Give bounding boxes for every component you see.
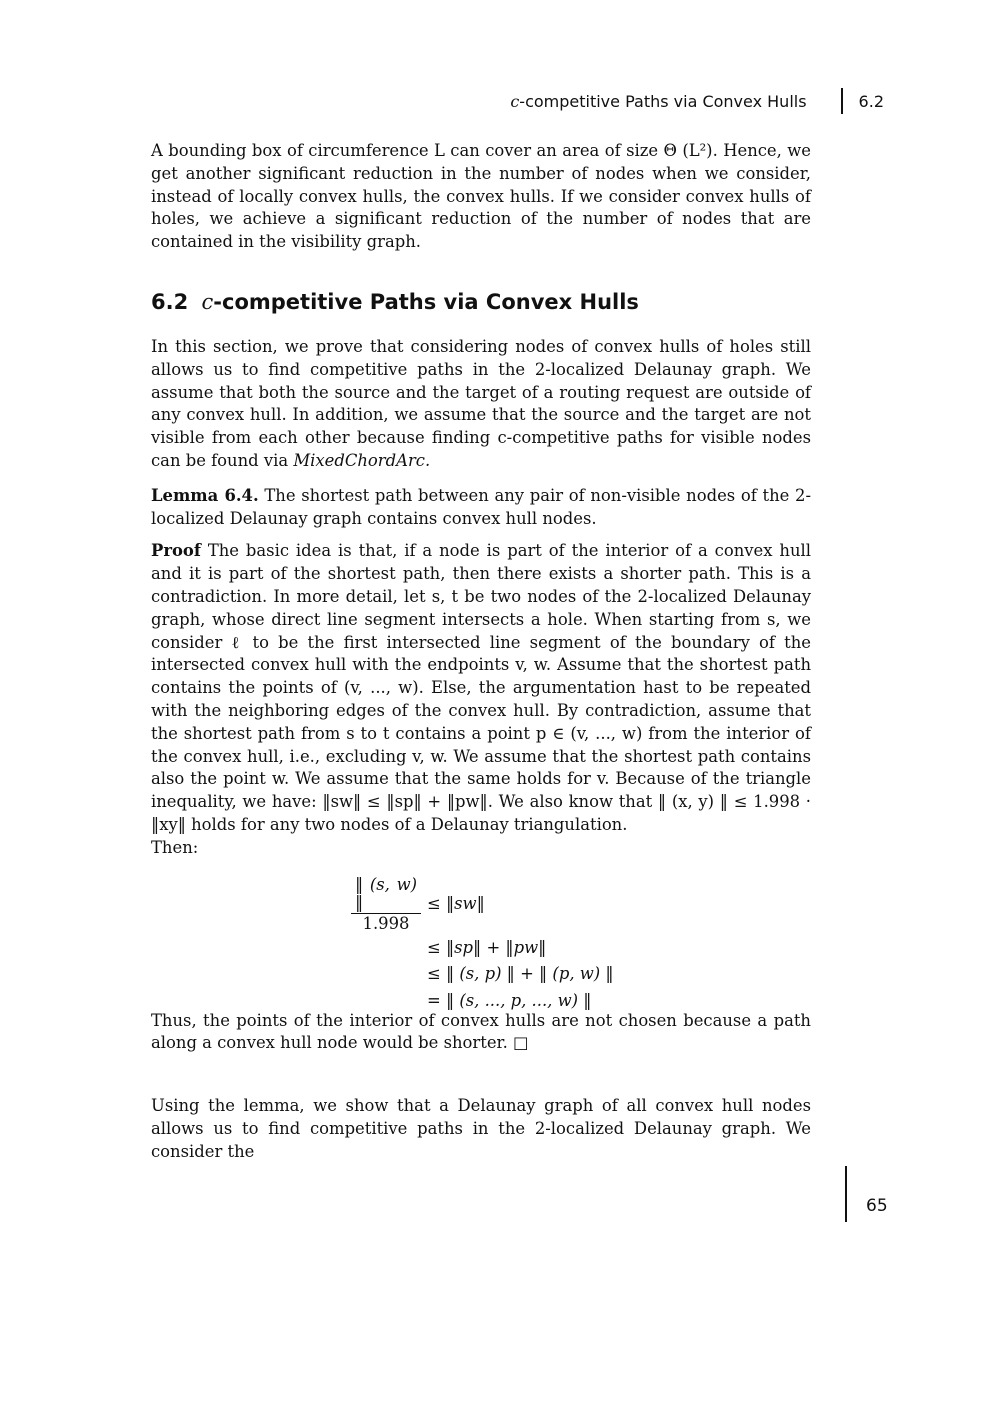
equation-line-1: ≤ ‖sw‖ bbox=[427, 893, 485, 913]
equation-block bbox=[151, 874, 811, 1011]
header-divider bbox=[841, 88, 843, 114]
running-header bbox=[510, 88, 884, 114]
running-header-section-number: 6.2 bbox=[858, 91, 884, 111]
proof-text: The basic idea is that, if a node is part of the interior of a convex hull and it is part of the shortest path, then there exists a shorter path. This is a contradiction. In more detail, let s, t be two nodes of the 2-localized Delaunay graph, whose direct line segment intersects a hole. When starting from s, we consider ℓ to be the first intersected line segment of the boundary of the intersected convex hull with the endpoints v, w. Assume that the shortest path contains the points of (v, ..., w). Else, the argumentation hast to be repeated with the neighboring edges of the convex hull. By contradiction, assume that the shortest path from s to t contains a point p ∈ (v, ..., w) from the interior of the convex hull, i.e., excluding v, w. We assume that the shortest path contains also the point w. We assume that the same holds for v. Because of the triangle inequality, we have: ‖sw‖ ≤ ‖sp‖ + ‖pw‖. We also know that ‖ (x, y) ‖ ≤ 1.998 · ‖xy‖ holds for any two nodes of a Delaunay triangulation. bbox=[151, 541, 811, 834]
footer-divider bbox=[845, 1166, 847, 1222]
proof-paragraph bbox=[151, 540, 811, 836]
page-number: 65 bbox=[866, 1196, 888, 1216]
proof-label: Proof bbox=[151, 541, 201, 561]
running-header-title: c-competitive Paths via Convex Hulls bbox=[510, 91, 807, 111]
intro-paragraph: A bounding box of circumference L can cover an area of size Θ (L²). Hence, we get another significant reduction in the number of nodes when we consider, instead of locally convex hulls, the convex hulls. If we consider convex hulls of holes, we achieve a significant reduction of the number of nodes that are contained in the visibility graph. bbox=[151, 141, 811, 252]
equation-line-3: ≤ ‖ (s, p) ‖ + ‖ (p, w) ‖ bbox=[427, 964, 614, 984]
proof-conclusion: Thus, the points of the interior of convex hulls are not chosen because a path along a convex hull node would be shorter. □ bbox=[151, 1010, 811, 1053]
final-paragraph: Using the lemma, we show that a Delaunay graph of all convex hull nodes allows us to find competitive paths in the 2-localized Delaunay graph. We consider the bbox=[151, 1096, 811, 1161]
section-heading: 6.2 c-competitive Paths via Convex Hulls bbox=[151, 289, 639, 314]
lemma-6-4 bbox=[151, 485, 811, 531]
equation-line-4: = ‖ (s, ..., p, ..., w) ‖ bbox=[427, 991, 592, 1011]
proof-then: Then: bbox=[151, 837, 199, 857]
lemma-text: The shortest path between any pair of non-visible nodes of the 2-localized Delaunay graph contains convex hull nodes. bbox=[151, 485, 812, 528]
body-content bbox=[151, 140, 811, 1164]
section-paragraph: In this section, we prove that considering nodes of convex hulls of holes still allows us to find competitive paths in the 2-localized Delaunay graph. We assume that both the source and the target of a routing request are outside of any convex hull. In addition, we assume that the source and the target are not visible from each other because finding c-competitive paths for visible nodes can be found via MixedChordArc. bbox=[151, 336, 811, 470]
lemma-label: Lemma 6.4. bbox=[151, 485, 259, 505]
equation-line-2: ≤ ‖sp‖ + ‖pw‖ bbox=[427, 937, 547, 957]
equation-fraction: $\frac{‖ (s, w) ‖}{1.998}$ bbox=[351, 876, 421, 933]
